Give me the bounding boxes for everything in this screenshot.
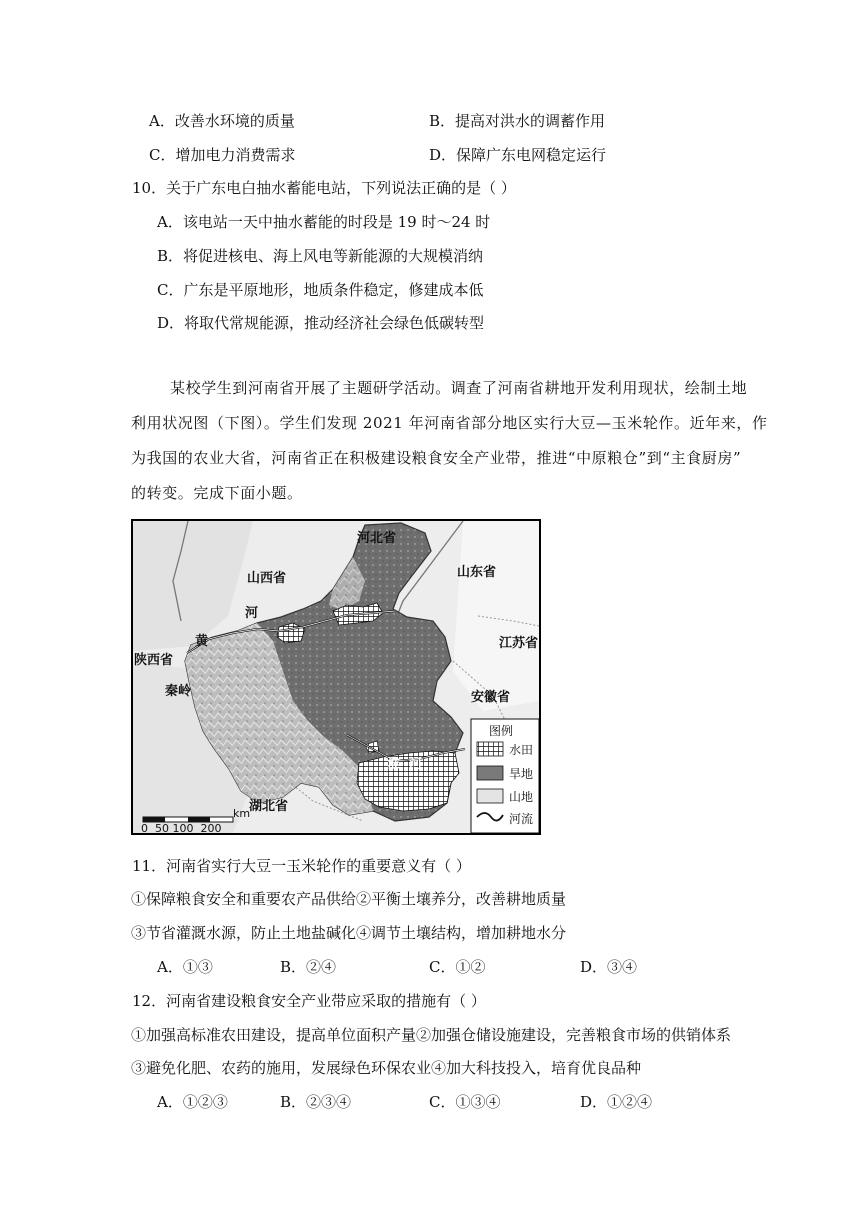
q10-stem: 10．关于广东电白抽水蓄能电站，下列说法正确的是（ ） [132, 179, 516, 197]
q9-option-a: A．改善水环境的质量 [149, 112, 295, 130]
legend-dryland: 旱地 [509, 767, 534, 781]
legend-paddy: 水田 [509, 743, 534, 757]
legend-mountain-swatch [477, 789, 503, 803]
legend-title: 图例 [489, 724, 514, 738]
label-huaihe: 淮 河 [387, 757, 423, 772]
scale-ticks: 0 50 100 200 [141, 822, 222, 833]
q9-option-b: B．提高对洪水的调蓄作用 [429, 112, 606, 130]
label-jiangsu: 江苏省 [499, 636, 539, 651]
label-hebei: 河北省 [357, 531, 397, 546]
label-huang: 黄 [195, 634, 209, 649]
label-shaanxi: 陕西省 [134, 653, 174, 668]
q10-option-b: B．将促进核电、海上风电等新能源的大规模消纳 [157, 247, 484, 265]
q11-option-c: C．①② [429, 958, 486, 976]
q12-option-a: A．①②③ [157, 1093, 228, 1111]
q11-statement-1: ①保障粮食安全和重要农产品供给②平衡土壤养分，改善耕地质量 [131, 890, 567, 908]
map-legend [471, 719, 539, 833]
q12-option-b: B．②③④ [280, 1093, 352, 1111]
legend-dryland-swatch [477, 766, 503, 780]
q9-option-c: C．增加电力消费需求 [149, 146, 296, 164]
q10-option-a: A．该电站一天中抽水蓄能的时段是 19 时～24 时 [157, 213, 491, 231]
q11-stem: 11．河南省实行大豆一玉米轮作的重要意义有（ ） [132, 857, 471, 875]
q11-option-d: D．③④ [580, 958, 638, 976]
q11-option-b: B．②④ [280, 958, 337, 976]
label-shandong: 山东省 [457, 565, 497, 580]
q10-option-d: D．将取代常规能源，推动经济社会绿色低碳转型 [157, 314, 485, 332]
legend-river: 河流 [509, 812, 534, 826]
q11-option-a: A．①③ [157, 958, 213, 976]
q12-stem: 12．河南省建设粮食安全产业带应采取的措施有（ ） [132, 992, 486, 1010]
land-use-map [131, 519, 541, 835]
q12-option-c: C．①③④ [429, 1093, 501, 1111]
legend-paddy-swatch [477, 742, 503, 756]
passage-line-3: 为我国的农业大省，河南省正在积极建设粮食安全产业带，推进“中原粮仓”到“主食厨房” [131, 449, 742, 467]
q12-statement-1: ①加强高标准农田建设，提高单位面积产量②加强仓储设施建设，完善粮食市场的供销体系 [131, 1026, 732, 1044]
q11-statement-2: ③节省灌溉水源，防止土地盐碱化④调节土壤结构，增加耕地水分 [131, 924, 567, 942]
passage-line-2: 利用状况图（下图）。学生们发现 2021 年河南省部分地区实行大豆—玉米轮作。近年来，作 [131, 414, 768, 432]
label-hubei: 湖北省 [249, 799, 289, 814]
label-he: 河 [245, 606, 259, 621]
label-qinling: 秦岭 [165, 684, 192, 699]
q12-statement-2: ③避免化肥、农药的施用，发展绿色环保农业④加大科技投入，培育优良品种 [131, 1059, 642, 1077]
q12-option-d: D．①②④ [580, 1093, 653, 1111]
q10-option-c: C．广东是平原地形，地质条件稳定，修建成本低 [157, 281, 484, 299]
legend-mountain: 山地 [509, 790, 534, 804]
q9-option-d: D．保障广东电网稳定运行 [429, 146, 607, 164]
label-shanxi: 山西省 [247, 571, 287, 586]
scale-unit: km [233, 807, 251, 820]
label-anhui: 安徽省 [471, 690, 511, 705]
passage-line-4: 的转变。完成下面小题。 [131, 484, 303, 502]
passage-line-1: 某校学生到河南省开展了主题研学活动。调查了河南省耕地开发利用现状，绘制土地 [170, 379, 748, 397]
